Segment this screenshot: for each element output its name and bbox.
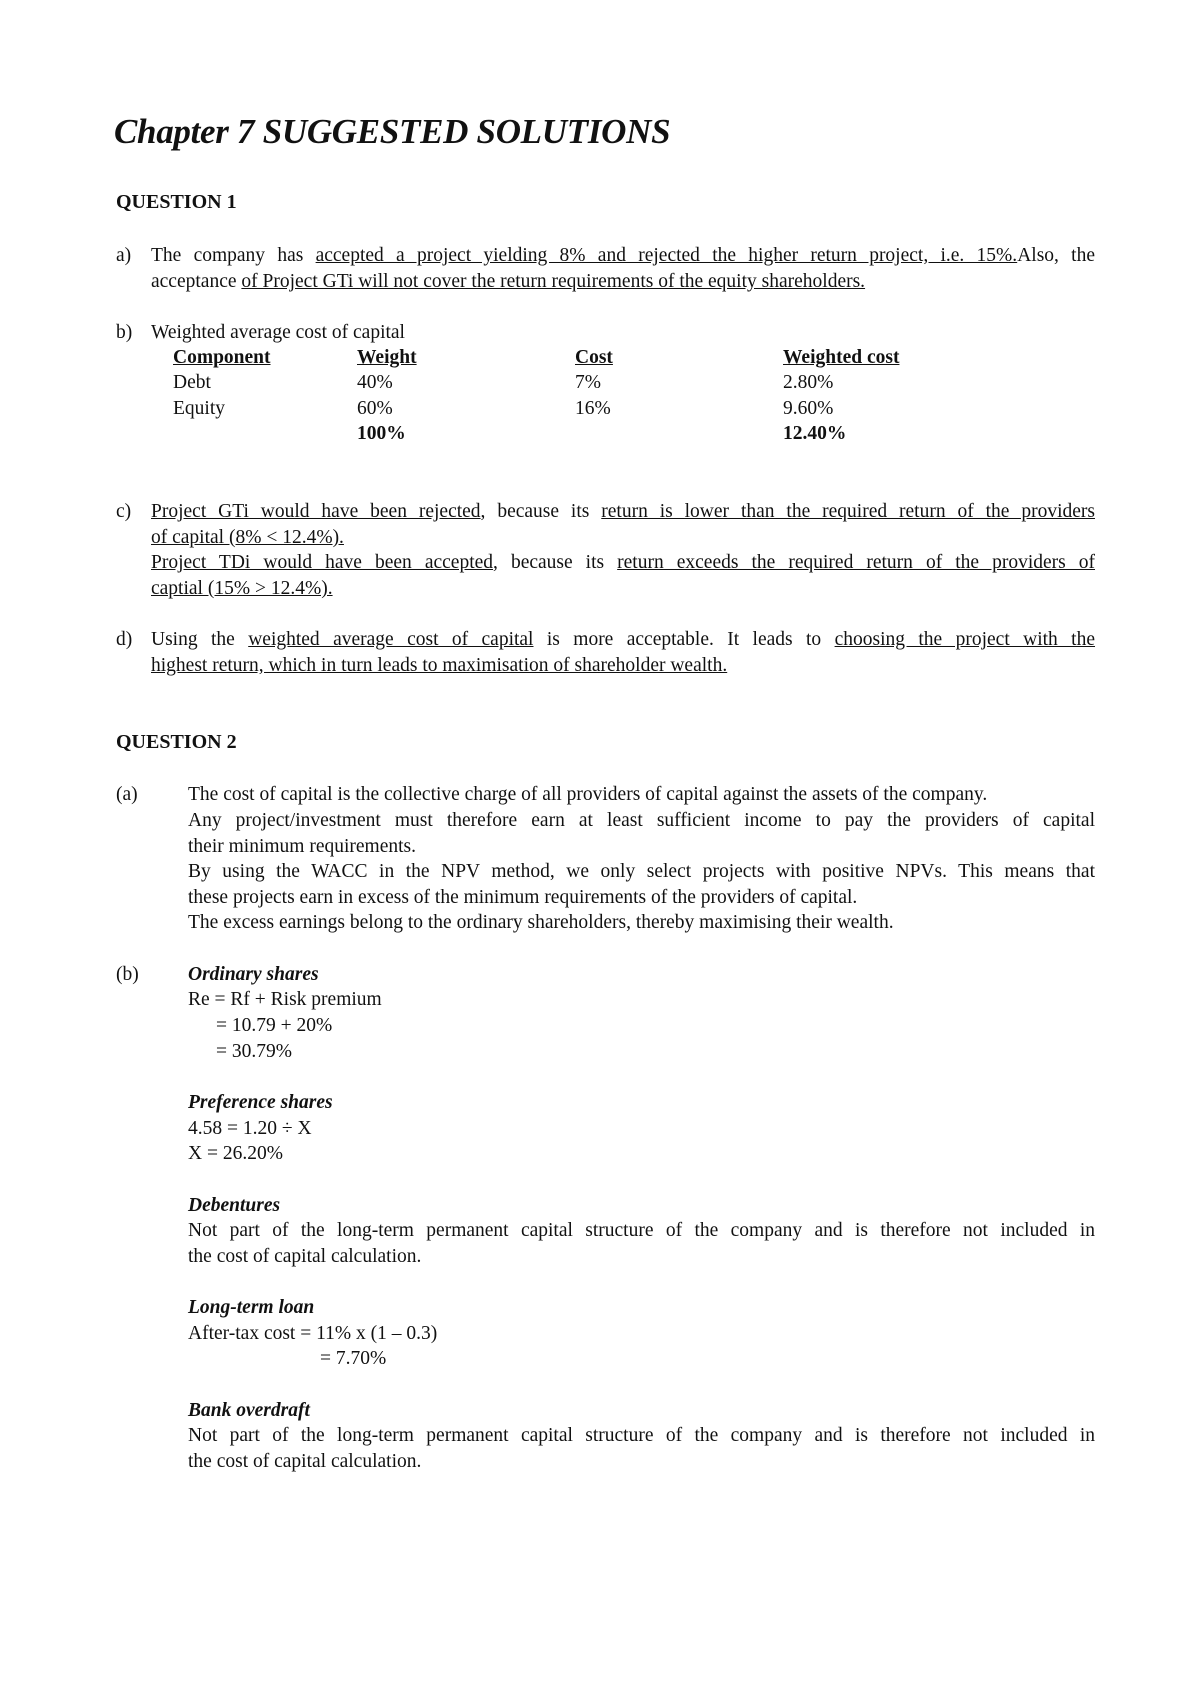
table-cell: 7% [575,372,601,393]
page-title: Chapter 7 SUGGESTED SOLUTIONS [114,112,671,151]
table-cell: 40% [357,372,393,393]
debentures-line-2: the cost of capital calculation. [188,1246,422,1267]
q1-a-text: The company has [151,245,316,266]
q1-b-intro: Weighted average cost of capital [151,322,405,343]
ordinary-shares-line-1: Re = Rf + Risk premium [188,989,382,1010]
q1-b-label: b) [116,322,133,343]
q1-d-label: d) [116,629,133,650]
q1-a-underlined: of Project GTi will not cover the return requirements of the equity shareholders. [241,271,866,292]
debentures-line-1: Not part of the long-term permanent capital structure of the company and is therefore not included in [188,1220,1095,1241]
q1-c-line-4 [151,576,333,602]
q1-a-line-1 [151,243,1095,269]
q1-a-underlined: accepted a project yielding 8% and rejected the higher return project, i.e. 15%. [315,245,1018,266]
q1-c-line-3 [151,550,1095,576]
table-cell: Debt [173,372,211,393]
q2-a-line-2: Any project/investment must therefore earn at least sufficient income to pay the providers of capital [188,810,1095,831]
table-header-weighted-cost: Weighted cost [783,347,900,368]
table-header-weight: Weight [357,347,417,368]
table-total-weighted-cost: 12.40% [783,423,847,444]
q1-c-underlined: return is lower than the required return of the providers [601,501,1095,522]
table-cell: Equity [173,398,225,419]
q1-c-underlined: return exceeds the required return of the providers of [617,552,1096,573]
q2-a-line-3: their minimum requirements. [188,836,416,857]
q1-c-underlined: captial (15% > 12.4%). [151,578,333,599]
table-total-weight: 100% [357,423,406,444]
q1-a-label: a) [116,245,132,266]
q1-d-text: Using the [151,629,249,650]
q2-b-label: (b) [116,964,139,985]
q1-c-underlined: Project GTi would have been rejected [151,501,481,522]
q1-c-text: , because its [493,552,618,573]
q1-a-text: Also, the [1017,245,1095,266]
preference-shares-line-2: X = 26.20% [188,1143,283,1164]
table-cell: 60% [357,398,393,419]
ordinary-shares-line-2: = 10.79 + 20% [216,1015,333,1036]
q1-d-line-1 [151,627,1095,653]
ordinary-shares-line-3: = 30.79% [216,1041,292,1062]
q1-c-text: , because its [480,501,602,522]
q1-d-text: is more acceptable. It leads to [533,629,835,650]
table-cell: 9.60% [783,398,834,419]
question-2-heading: QUESTION 2 [116,731,237,753]
debentures-heading: Debentures [188,1195,281,1216]
bank-overdraft-line-1: Not part of the long-term permanent capital structure of the company and is therefore not included in [188,1425,1095,1446]
preference-shares-line-1: 4.58 = 1.20 ÷ X [188,1118,312,1139]
long-term-loan-heading: Long-term loan [188,1297,315,1318]
q2-a-line-5: these projects earn in excess of the minimum requirements of the providers of capital. [188,887,858,908]
q2-a-label: (a) [116,784,138,805]
ordinary-shares-heading: Ordinary shares [188,964,319,985]
q1-d-line-2 [151,653,727,679]
bank-overdraft-heading: Bank overdraft [188,1400,310,1421]
q1-c-label: c) [116,501,132,522]
bank-overdraft-line-2: the cost of capital calculation. [188,1451,422,1472]
long-term-loan-line-2: = 7.70% [320,1348,387,1369]
q1-c-line-1 [151,499,1095,525]
q1-c-underlined: Project TDi would have been accepted [151,552,494,573]
question-1-heading: QUESTION 1 [116,191,237,213]
q1-c-underlined: of capital (8% < 12.4%). [151,527,344,548]
long-term-loan-line-1: After-tax cost = 11% x (1 – 0.3) [188,1323,438,1344]
q1-d-underlined: highest return, which in turn leads to maximisation of shareholder wealth. [151,655,728,676]
q2-a-line-4: By using the WACC in the NPV method, we only select projects with positive NPVs. This means that [188,861,1095,882]
table-header-cost: Cost [575,347,613,368]
q2-a-line-6: The excess earnings belong to the ordinary shareholders, thereby maximising their wealth. [188,912,894,933]
preference-shares-heading: Preference shares [188,1092,333,1113]
q2-a-line-1: The cost of capital is the collective charge of all providers of capital against the assets of the company. [188,784,988,805]
q1-c-line-2 [151,525,344,551]
table-cell: 2.80% [783,372,834,393]
q1-a-text: acceptance [151,271,242,292]
q1-a-line-2 [151,269,865,295]
q1-d-underlined: choosing the project with the [834,629,1096,650]
table-header-component: Component [173,347,271,368]
q1-d-underlined: weighted average cost of capital [248,629,534,650]
table-cell: 16% [575,398,611,419]
